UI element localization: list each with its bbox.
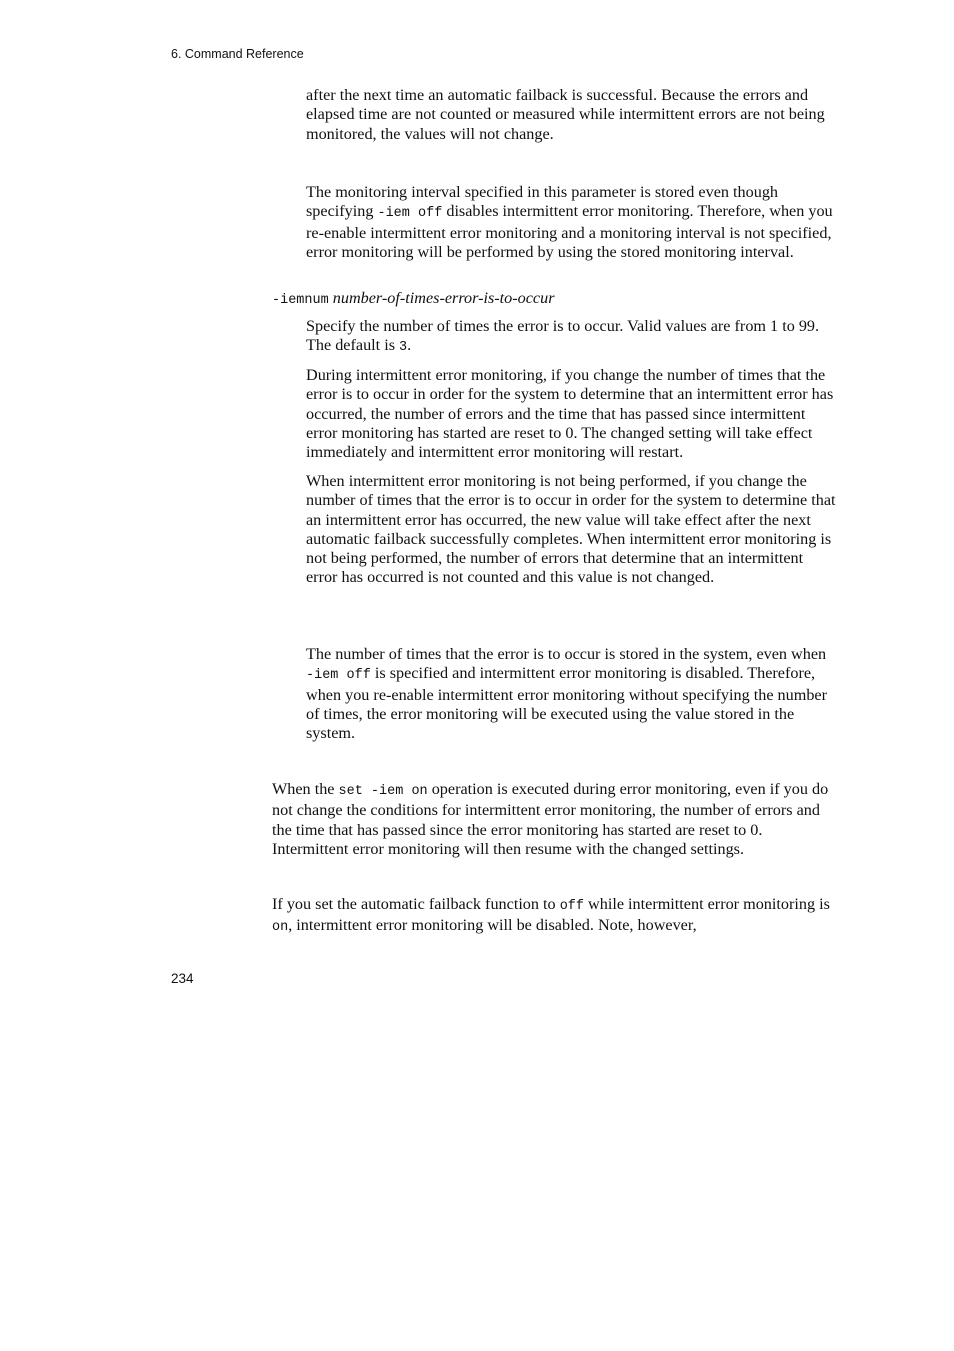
paragraph-failback-off [272,895,838,938]
paragraph-valid-values [306,317,838,358]
inline-code: 3 [399,340,408,356]
paragraph-count-stored [306,645,838,743]
running-header: 6. Command Reference [171,47,304,61]
option-flag: -iemnum [272,293,329,308]
option-heading [272,289,555,310]
text-run: If you set the automatic failback function to [272,895,560,913]
text-run: The number of times that the error is to occur is stored in the system, even when [306,645,827,663]
text-run: , intermittent error monitoring will be disabled. Note, however, [288,916,697,935]
paragraph-interval-stored [306,183,838,262]
inline-code: -iem off [377,206,443,222]
text-run: disables intermittent error monitoring. Therefore, when you re-enable intermittent error monitoring and a monitoring interval is not specified, error monitoring will be performed by using the stored monitoring interval. [306,202,833,261]
text-run: is specified and intermittent error monitoring is disabled. Therefore, when you re-enable intermittent error monitoring without specifying the number of times, the error monitoring will be executed using the value stored in the system. [306,664,828,743]
text-run: Specify the number of times the error is to occur. Valid values are from 1 to 99. The default is [306,317,820,355]
paragraph-during-monitoring: During intermittent error monitoring, if you change the number of times that the error is to occur in order for the system to determine that an intermittent error has occurred, the number of errors and the time that has passed since intermittent error monitoring has started are reset to 0. The changed setting will take effect immediately and intermittent error monitoring will restart. [306,366,834,462]
option-argument: number-of-times-error-is-to-occur [332,289,555,307]
inline-code: -iem off [306,668,371,684]
inline-code: off [559,899,584,914]
inline-code: on [272,920,289,936]
text-run: operation is executed during error monitoring, even if you do not change the conditions for intermittent error monitoring, the number of errors and the time that has passed since the error monitoring has started are reset to 0. Intermittent error monitoring will then resume with the changed settings. [272,780,829,858]
text-run: while intermittent error monitoring is [584,895,830,913]
paragraph-set-iem-on [272,780,838,859]
inline-code: set -iem on [338,784,428,799]
text-run: When the [272,780,339,798]
page-number: 234 [171,971,194,986]
paragraph-failback-note: after the next time an automatic failback is successful. Because the errors and elapsed time are not counted or measured while intermittent errors are not being monitored, the values will not change. [306,86,825,143]
text-run: . [407,336,412,355]
text-run: The monitoring interval specified in this parameter is stored even though specifying [306,183,779,221]
paragraph-not-monitoring: When intermittent error monitoring is not being performed, if you change the number of times that the error is to occur in order for the system to determine that an intermittent error has occurred, the new value will take effect after the next automatic failback successfully completes. When intermittent error monitoring is not being performed, the number of errors that determine that an intermittent error has occurred is not counted and this value is not changed. [306,472,836,587]
